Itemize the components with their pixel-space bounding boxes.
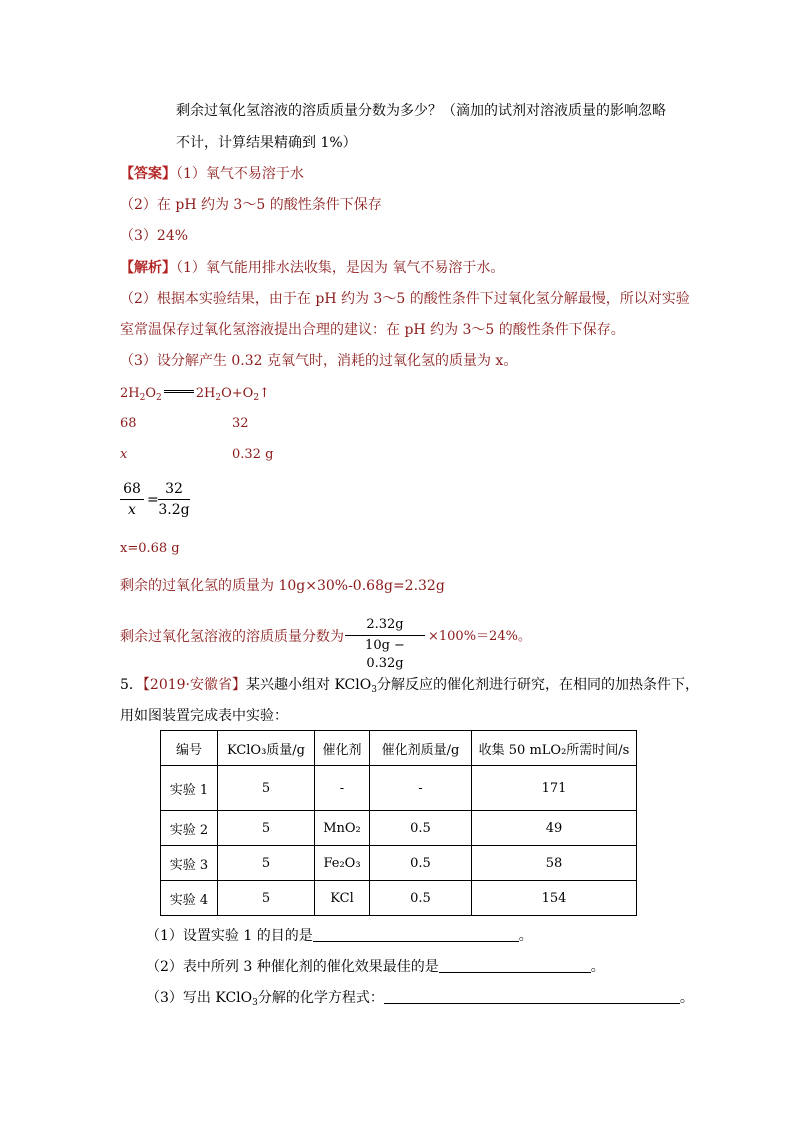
- answer-blank-3[interactable]: [384, 989, 680, 1004]
- var-x: x: [120, 447, 128, 462]
- question-continuation-line2: 不计，计算结果精确到 1%）: [176, 135, 357, 151]
- analysis-p1: （1）氧气能用排水法收集，是因为 氧气不易溶于水。: [176, 260, 505, 276]
- eq-product-b: O+O: [221, 386, 254, 401]
- period: 。: [590, 959, 605, 975]
- frac-num: 2.32g: [366, 617, 404, 632]
- subquestion-3-text: （3）写出 KClO: [146, 990, 253, 1006]
- table-cell: 实验 3: [161, 846, 218, 881]
- subquestion-3-sub: 3: [252, 998, 258, 1008]
- table-cell: -: [315, 766, 370, 811]
- fraction-bar: [120, 499, 144, 500]
- eq-reactant: 2H: [120, 386, 140, 401]
- table-header-cell: 收集 50 mLO₂所需时间/s: [472, 731, 637, 766]
- eq-sub: 2: [253, 393, 260, 403]
- eq-sub: 2: [215, 393, 222, 403]
- fraction-mass-percent: [345, 616, 425, 673]
- table-row: [161, 766, 637, 811]
- frac-num: 68: [123, 481, 141, 497]
- table-cell: 实验 2: [161, 811, 218, 846]
- question-number: 5．: [120, 677, 143, 693]
- analysis-tag: 【解析】: [120, 260, 176, 276]
- table-row: [161, 846, 637, 881]
- frac-den: 3.2g: [158, 502, 190, 518]
- answer-line1: [120, 164, 304, 184]
- analysis-p2-line1: （2）根据本实验结果，由于在 pH 约为 3～5 的酸性条件下过氧化氢分解最慢，所以对实验: [120, 291, 690, 307]
- table-cell: 5: [218, 881, 315, 916]
- subquestion-2: [146, 957, 605, 977]
- table-cell: 0.5: [370, 811, 472, 846]
- fraction-suffix: ×100%＝24%。: [428, 629, 531, 644]
- result-x: x=0.68 g: [120, 541, 180, 556]
- table-cell: 实验 1: [161, 766, 218, 811]
- frac-den: x: [128, 502, 136, 518]
- equals-sign: =: [147, 492, 159, 508]
- mass-032: 0.32 g: [232, 447, 274, 462]
- table-cell: 0.5: [370, 846, 472, 881]
- chemical-equation: [120, 384, 270, 404]
- table-cell: 58: [472, 846, 637, 881]
- eq-o: O: [145, 386, 157, 401]
- table-row: [161, 881, 637, 916]
- table-header-cell: 催化剂: [315, 731, 370, 766]
- table-header-cell: 编号: [161, 731, 218, 766]
- answer-blank-1[interactable]: [313, 927, 519, 942]
- question5-intro-line2: 用如图装置完成表中实验：: [120, 708, 288, 724]
- eq-sub: 2: [156, 393, 162, 403]
- frac-den: 10g − 0.32g: [365, 638, 405, 671]
- fraction-bar: [158, 499, 190, 500]
- answer-1: （1）氧气不易溶于水: [176, 166, 304, 182]
- table-cell: 154: [472, 881, 637, 916]
- subquestion-3: [146, 988, 694, 1008]
- period: 。: [518, 928, 533, 944]
- analysis-line1: [120, 258, 504, 278]
- table-header-row: [161, 731, 637, 766]
- fraction-32-over-3-2g: [158, 480, 190, 519]
- table-cell: 49: [472, 811, 637, 846]
- intro-sub: 3: [371, 685, 377, 695]
- reaction-equals-sign: [164, 390, 194, 393]
- table-row: [161, 811, 637, 846]
- experiment-table: [160, 730, 637, 916]
- mass-68: 68: [120, 416, 137, 431]
- intro-b: 分解反应的催化剂进行研究，在相同的加热条件下，: [376, 677, 699, 693]
- question5-intro-line1: [120, 675, 699, 695]
- table-header-cell: 催化剂质量/g: [370, 731, 472, 766]
- table-cell: MnO₂: [315, 811, 370, 846]
- remaining-mass: 剩余的过氧化氢的质量为 10g×30%-0.68g=2.32g: [120, 578, 445, 594]
- period: 。: [679, 990, 694, 1006]
- answer-blank-2[interactable]: [439, 958, 591, 973]
- table-cell: 实验 4: [161, 881, 218, 916]
- question-continuation-line1: 剩余过氧化氢溶液的溶质质量分数为多少？（滴加的试剂对溶液质量的影响忽略: [176, 103, 666, 119]
- eq-product: 2H: [195, 386, 216, 401]
- table-cell: 5: [218, 811, 315, 846]
- table-cell: 171: [472, 766, 637, 811]
- table-cell: Fe₂O₃: [315, 846, 370, 881]
- table-cell: KCl: [315, 881, 370, 916]
- subquestion-1: [146, 926, 533, 946]
- subquestion-2-text: （2）表中所列 3 种催化剂的催化效果最佳的是: [146, 959, 439, 975]
- analysis-p3: （3）设分解产生 0.32 克氧气时，消耗的过氧化氢的质量为 x。: [120, 353, 518, 369]
- subquestion-3-text-b: 分解的化学方程式：: [257, 990, 384, 1006]
- mass-32: 32: [232, 416, 249, 431]
- table-header-cell: KClO₃质量/g: [218, 731, 315, 766]
- answer-2: （2）在 pH 约为 3～5 的酸性条件下保存: [120, 197, 382, 213]
- subquestion-1-text: （1）设置实验 1 的目的是: [146, 928, 313, 944]
- gas-arrow-icon: ↑: [259, 386, 270, 401]
- intro-a: 某兴趣小组对 KClO: [246, 677, 372, 693]
- fraction-bar: [345, 635, 425, 636]
- analysis-p2-line2: 室常温保存过氧化氢溶液提出合理的建议：在 pH 约为 3～5 的酸性条件下保存。: [120, 322, 625, 338]
- eq-sub: 2: [139, 393, 146, 403]
- answer-3: （3）24%: [120, 228, 189, 244]
- frac-num: 32: [165, 481, 183, 497]
- table-cell: -: [370, 766, 472, 811]
- table-cell: 5: [218, 846, 315, 881]
- fraction-prefix: 剩余过氧化氢溶液的溶质质量分数为: [120, 629, 344, 645]
- answer-tag: 【答案】: [120, 166, 176, 182]
- question-source: 【2019·安徽省】: [142, 677, 247, 693]
- table-cell: 5: [218, 766, 315, 811]
- fraction-68-over-x: [120, 480, 144, 519]
- table-cell: 0.5: [370, 881, 472, 916]
